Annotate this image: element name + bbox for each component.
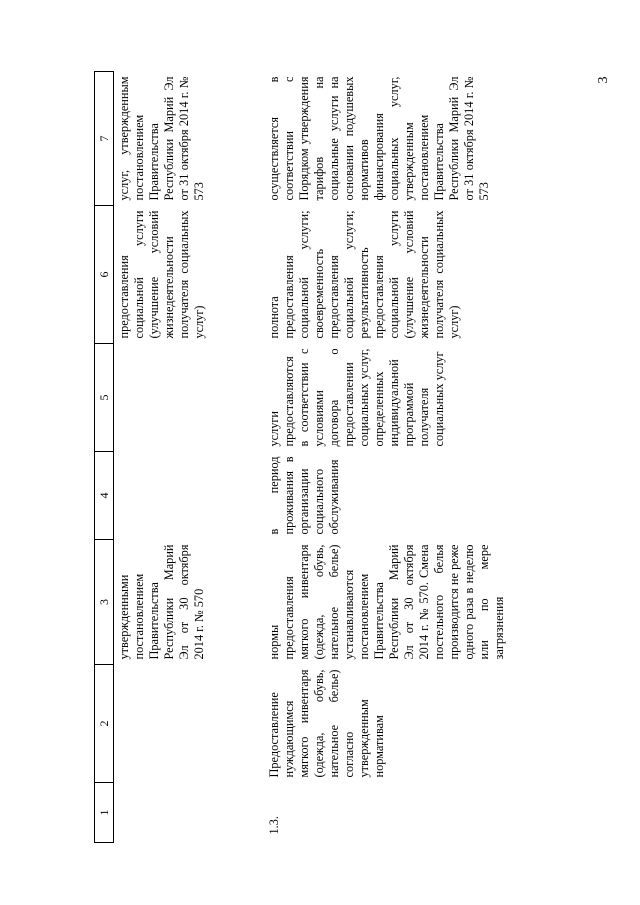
rotated-table-container	[94, 72, 544, 843]
service-name	[114, 665, 264, 783]
column-header: 2	[95, 665, 114, 783]
header-row	[95, 72, 114, 843]
column-header: 4	[95, 452, 114, 540]
service-description: нормы предоставления мягкого инвентаря (одежда, обувь, нательное белье) устанавливаются постановлением Правительства Республики Марий Эл от 30 октября 2014 г. № 570. Смена постельного белья производится не реже одного раза в неделю или по мере загрязнения	[266, 544, 506, 660]
service-conditions	[114, 344, 264, 452]
table-row	[264, 72, 545, 843]
table-row	[114, 72, 264, 843]
service-period	[114, 452, 264, 540]
column-header: 6	[95, 206, 114, 344]
column-header: 1	[95, 783, 114, 843]
page-number: 3	[596, 76, 611, 84]
quality-indicators: предоставления социальной услуги (улучшение условий жизнедеятельности получателя социальных услуг)	[117, 210, 206, 339]
service-name: Предоставление нуждающимся мягкого инвентаря (одежда, обувь, нательное белье) согласно утвержденным нормативам	[266, 669, 386, 778]
column-header: 3	[95, 540, 114, 665]
row-number: 1.3.	[266, 816, 281, 835]
quality-indicators: полнота предоставления социальной услуги; своевременность предоставления социальной услуги; результативность предоставления социальной услуги (улучшение условий жизнедеятельности получателя социальных услуг)	[266, 210, 461, 339]
tariff-procedure: услуг, утвержденным постановлением Правительства Республики Марий Эл от 31 октября 2014 г. № 573	[117, 76, 206, 201]
service-period: в период проживания в организации социального обслуживания	[266, 456, 341, 535]
service-conditions: услуги предоставляются в соответствии с условиями договора о предоставлении социальных услуг, определенных индивидуальной программой получателя социальных услуг	[266, 348, 446, 447]
services-table	[94, 71, 544, 843]
column-header: 5	[95, 344, 114, 452]
tariff-procedure: осуществляется в соответствии с Порядком утверждения тарифов на социальные услуги на основании подушевых нормативов финансирования социальных услуг, утвержденным постановлением Правительства Республики Марий Эл от 31 октября 2014 г. № 573	[266, 76, 491, 201]
row-number	[114, 783, 264, 843]
column-header: 7	[95, 72, 114, 206]
service-description: утвержденными постановлением Правительства Республики Марий Эл от 30 октября 2014 г. № 570	[117, 544, 206, 660]
